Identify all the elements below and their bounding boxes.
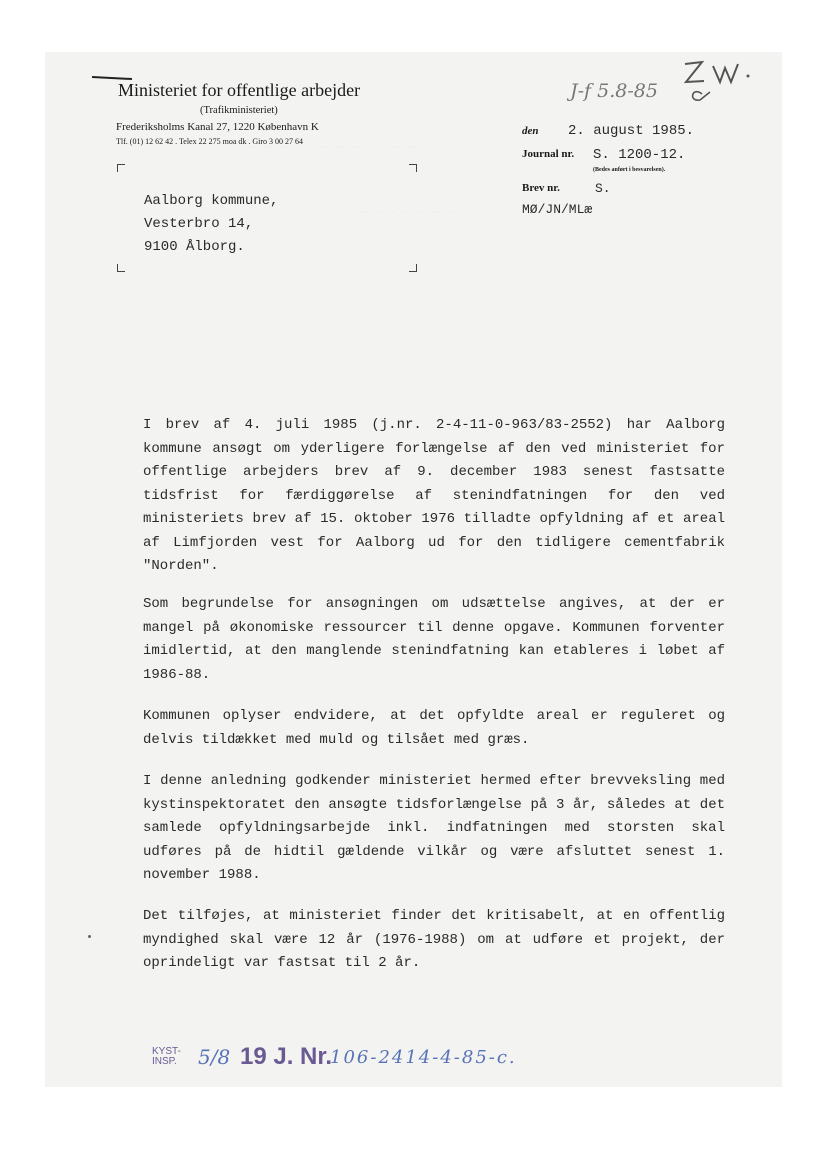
body-paragraph: Det tilføjes, at ministeriet finder det kritisabelt, at en offentlig myndighed skal være 12 år (1976-1988) om at udføre et projekt, der oprindeligt var fastsat til 2 år. bbox=[143, 908, 725, 971]
body-paragraph: I denne anledning godkender ministeriet hermed efter brevveksling med kystinspektoratet den ansøgte tidsforlængelse på 3 år, således at det samlede opfyldningsarbejde inkl. indfatningen med storsten skal udføres på de hidtil gældende vilkår og være afsluttet senest 1. november 1988. bbox=[143, 773, 725, 883]
address-corner bbox=[409, 164, 417, 172]
initials-value: MØ/JN/MLæ bbox=[522, 202, 593, 217]
stamp-date: 5/8 bbox=[198, 1045, 231, 1069]
recipient-line: Aalborg kommune, bbox=[144, 193, 279, 209]
brev-value: S. bbox=[595, 181, 611, 196]
stamp-kyst: KYST- INSP. bbox=[152, 1046, 181, 1067]
stamp-journal-label: 19 J. Nr. bbox=[240, 1043, 333, 1070]
recipient-line: Vesterbro 14, bbox=[144, 216, 254, 232]
letterhead-address: Frederiksholms Kanal 27, 1220 København K bbox=[116, 121, 319, 133]
letterhead-contact: Tlf. (01) 12 62 42 . Telex 22 275 moa dk . Giro 3 00 27 64 bbox=[116, 137, 304, 146]
date-value: 2. august 1985. bbox=[568, 123, 695, 139]
address-corner bbox=[117, 164, 125, 172]
journal-note: (Bedes anført i besvarelsen). bbox=[593, 167, 666, 173]
stamp-handwritten-number: 106-2414-4-85-c. bbox=[330, 1047, 517, 1068]
recipient-line: 9100 Ålborg. bbox=[144, 239, 245, 255]
margin-dot bbox=[88, 935, 91, 938]
body-paragraph: Som begrundelse for ansøgningen om udsættelse angives, at der er mangel på økonomiske ressourcer til denne opgave. Kommunen forventer imidlertid, at den manglende stenindfatning kan etableres i løbet af 1986-88. bbox=[143, 596, 725, 683]
letterhead-org: Ministeriet for offentlige arbejder bbox=[118, 80, 361, 100]
body-paragraph: Kommunen oplyser endvidere, at det opfyldte areal er reguleret og delvis tildækket med muld og tilsået med græs. bbox=[143, 708, 725, 748]
letterhead-sub: (Trafikministeriet) bbox=[200, 105, 278, 116]
show-through-text: — — — — — — — — — — — — bbox=[250, 140, 416, 154]
address-corner bbox=[409, 264, 417, 272]
journal-value: S. 1200-12. bbox=[593, 147, 686, 163]
body-paragraph: I brev af 4. juli 1985 (j.nr. 2-4-11-0-963/83-2552) har Aalborg kommune ansøgt om yderligere forlængelse af den ved ministeriet for offentlige arbejders brev af 9. december 1983 senest fastsatte tidsfrist for færdiggørelse af stenindfatningen for den ved ministeriets brev af 15. oktober 1976 tilladte opfyldning af et areal af Limfjorden vest for Aalborg ud for den tidligere cementfabrik "Norden". bbox=[143, 417, 725, 574]
date-label: den bbox=[522, 125, 539, 137]
handwritten-initials-icon bbox=[680, 54, 775, 104]
address-corner bbox=[117, 264, 125, 272]
journal-label: Journal nr. bbox=[522, 148, 575, 160]
handwritten-reference: J-f 5.8-85 bbox=[570, 80, 658, 102]
show-through-text: — — — — — — — bbox=[360, 205, 454, 219]
brev-label: Brev nr. bbox=[522, 182, 560, 194]
